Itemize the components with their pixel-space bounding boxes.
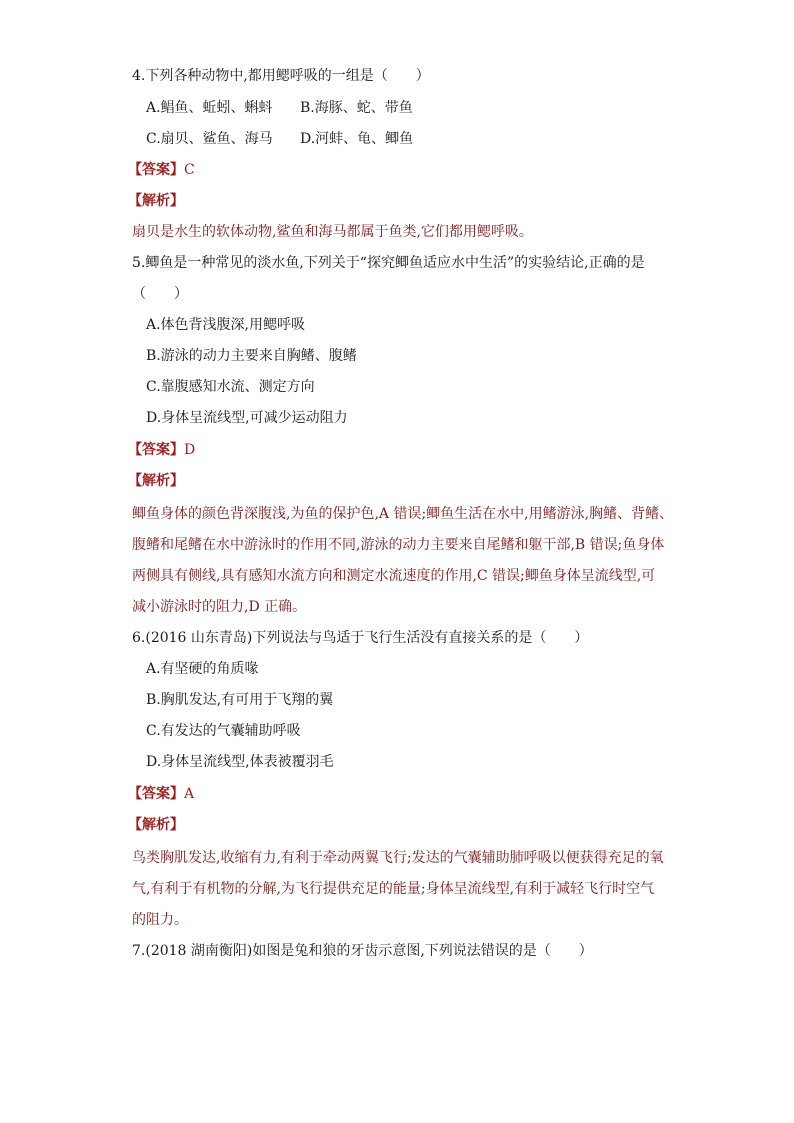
- q4-option-c: C.扇贝、鲨鱼、海马: [146, 131, 273, 147]
- q5-stem-line-1: 5.鲫鱼是一种常见的淡水鱼,下列关于“探究鲫鱼适应水中生活”的实验结论,正确的是: [132, 255, 645, 271]
- answer-label: 【答案】: [128, 442, 184, 458]
- q6-option-d: D.身体呈流线型,体表被覆羽毛: [146, 754, 334, 770]
- q5-explanation-line-4: 减小游泳时的阻力,D 正确。: [132, 599, 307, 615]
- q4-option-a: A.鲳鱼、蚯蚓、蝌蚪: [146, 100, 273, 116]
- q5-option-c: C.靠腹感知水流、测定方向: [146, 379, 315, 395]
- q4-stem: 4.下列各种动物中,都用鳃呼吸的一组是（ ）: [132, 68, 430, 84]
- q6-explanation-line-1: 鸟类胸肌发达,收缩有力,有利于牵动两翼飞行;发达的气囊辅助肺呼吸以便获得充足的氧: [132, 850, 664, 866]
- q5-option-a: A.体色背浅腹深,用鳃呼吸: [146, 317, 306, 333]
- q4-options-row-1: [146, 98, 413, 118]
- q4-answer-value: C: [184, 162, 195, 178]
- q6-explanation-line-3: 的阻力。: [132, 912, 188, 928]
- q6-answer: [128, 784, 194, 804]
- q6-explanation-line-2: 气,有利于有机物的分解,为飞行提供充足的能量;身体呈流线型,有利于减轻飞行时空气: [132, 881, 655, 897]
- q5-answer: [128, 440, 195, 460]
- q6-option-c: C.有发达的气囊辅助呼吸: [146, 723, 301, 739]
- q5-option-b: B.游泳的动力主要来自胸鳍、腹鳍: [146, 348, 357, 364]
- q6-option-b: B.胸肌发达,有可用于飞翔的翼: [146, 692, 334, 708]
- q6-analysis-label: 【解析】: [128, 817, 184, 833]
- q4-explanation-line: 扇贝是水生的软体动物,鲨鱼和海马都属于鱼类,它们都用鳃呼吸。: [132, 224, 533, 240]
- q6-option-a: A.有坚硬的角质喙: [146, 661, 259, 677]
- answer-label: 【答案】: [128, 162, 184, 178]
- q4-options-row-2: [146, 129, 414, 149]
- q5-explanation-line-2: 腹鳍和尾鳍在水中游泳时的作用不同,游泳的动力主要来自尾鳍和躯干部,B 错误;鱼身体: [132, 537, 665, 553]
- q5-option-d: D.身体呈流线型,可减少运动阻力: [146, 410, 348, 426]
- answer-label: 【答案】: [128, 786, 184, 802]
- q4-analysis-label: 【解析】: [128, 193, 184, 209]
- q4-answer: [128, 160, 195, 180]
- q5-explanation-line-3: 两侧具有侧线,具有感知水流方向和测定水流速度的作用,C 错误;鲫鱼身体呈流线型,可: [132, 568, 656, 584]
- q7-stem: 7.(2018 湖南衡阳)如图是兔和狼的牙齿示意图,下列说法错误的是（ ）: [132, 943, 593, 959]
- q4-option-b: B.海豚、蛇、带鱼: [300, 100, 413, 116]
- q4-option-d: D.河蚌、龟、鲫鱼: [300, 131, 414, 147]
- q6-stem: 6.(2016 山东青岛)下列说法与鸟适于飞行生活没有直接关系的是（ ）: [132, 630, 589, 646]
- q5-answer-value: D: [184, 442, 196, 458]
- q5-stem-line-2: （ ）: [132, 286, 188, 302]
- q6-answer-value: A: [184, 786, 195, 802]
- q5-explanation-line-1: 鲫鱼身体的颜色背深腹浅,为鱼的保护色,A 错误;鲫鱼生活在水中,用鳍游泳,胸鳍、背鳍、: [132, 506, 674, 522]
- q5-analysis-label: 【解析】: [128, 473, 184, 489]
